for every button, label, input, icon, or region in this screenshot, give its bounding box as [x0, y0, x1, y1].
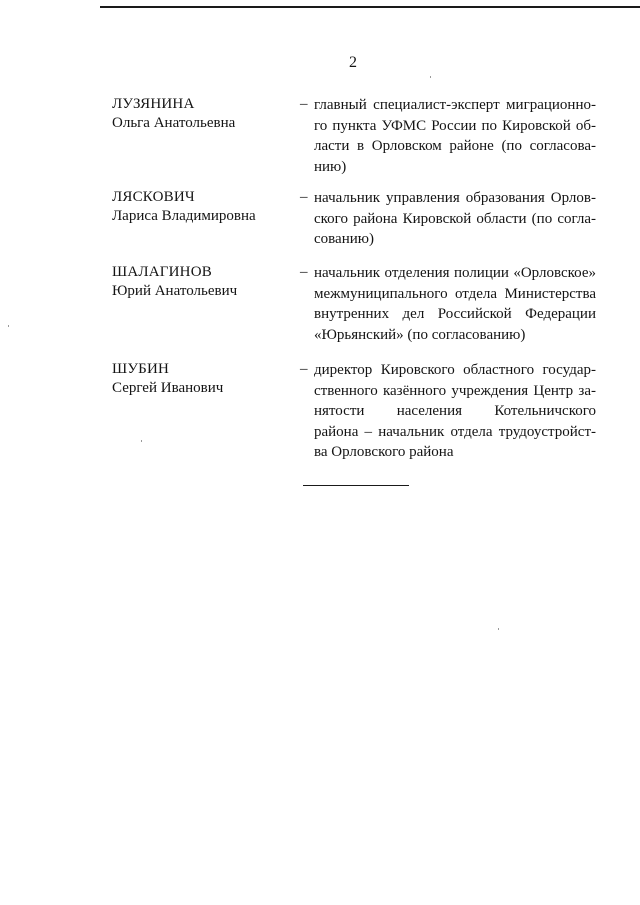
member-surname: ЛУЗЯНИНА [112, 96, 195, 112]
scan-speck [498, 628, 499, 630]
position-line: главный специалист-эксперт миграционно- [314, 97, 596, 113]
scan-speck [430, 76, 431, 78]
top-border-rule [100, 6, 640, 8]
member-given-names: Ольга Анатольевна [112, 115, 236, 131]
position-line: межмуниципального отдела Министерства [314, 285, 596, 302]
member-position [314, 95, 596, 177]
page-number: 2 [349, 54, 357, 71]
dash-separator: – [300, 96, 308, 112]
position-line: ственного казённого учреждения Центр за- [314, 382, 596, 399]
end-of-list-rule [303, 485, 409, 486]
position-line: ва Орловского района [314, 444, 454, 460]
member-given-names: Сергей Иванович [112, 380, 224, 396]
position-line: внутренних дел Российской Федерации [314, 306, 596, 322]
position-line: района – начальник отдела трудоустройст- [314, 423, 596, 440]
position-line: директор Кировского областного государ- [314, 362, 596, 378]
member-name [112, 263, 292, 301]
position-line: нию) [314, 158, 347, 175]
member-name [112, 360, 292, 398]
position-line: сованию) [314, 231, 374, 247]
position-line: начальник управления образования Орлов- [314, 190, 596, 206]
dash-separator: – [300, 264, 308, 280]
member-given-names: Лариса Владимировна [112, 208, 256, 224]
scan-speck [8, 325, 9, 327]
member-position [314, 263, 596, 345]
dash-separator: – [300, 361, 308, 377]
position-line: ского района Кировской области (по согла- [314, 210, 596, 227]
position-line: ласти в Орловском районе (по согласова- [314, 138, 596, 154]
dash-separator: – [300, 189, 308, 205]
member-given-names: Юрий Анатольевич [112, 283, 238, 299]
member-position [314, 188, 596, 250]
scan-speck [141, 440, 142, 442]
member-position [314, 360, 596, 463]
member-surname: ШУБИН [112, 361, 170, 377]
member-name [112, 95, 292, 133]
position-line: начальник отделения полиции «Орловское» [314, 265, 596, 281]
position-line: нятости населения Котельничского [314, 403, 596, 419]
member-name [112, 188, 292, 226]
member-surname: ЛЯСКОВИЧ [112, 189, 195, 205]
position-line: го пункта УФМС России по Кировской об- [314, 117, 596, 134]
member-surname: ШАЛАГИНОВ [112, 264, 212, 280]
position-line: «Юрьянский» (по согласованию) [314, 326, 526, 343]
